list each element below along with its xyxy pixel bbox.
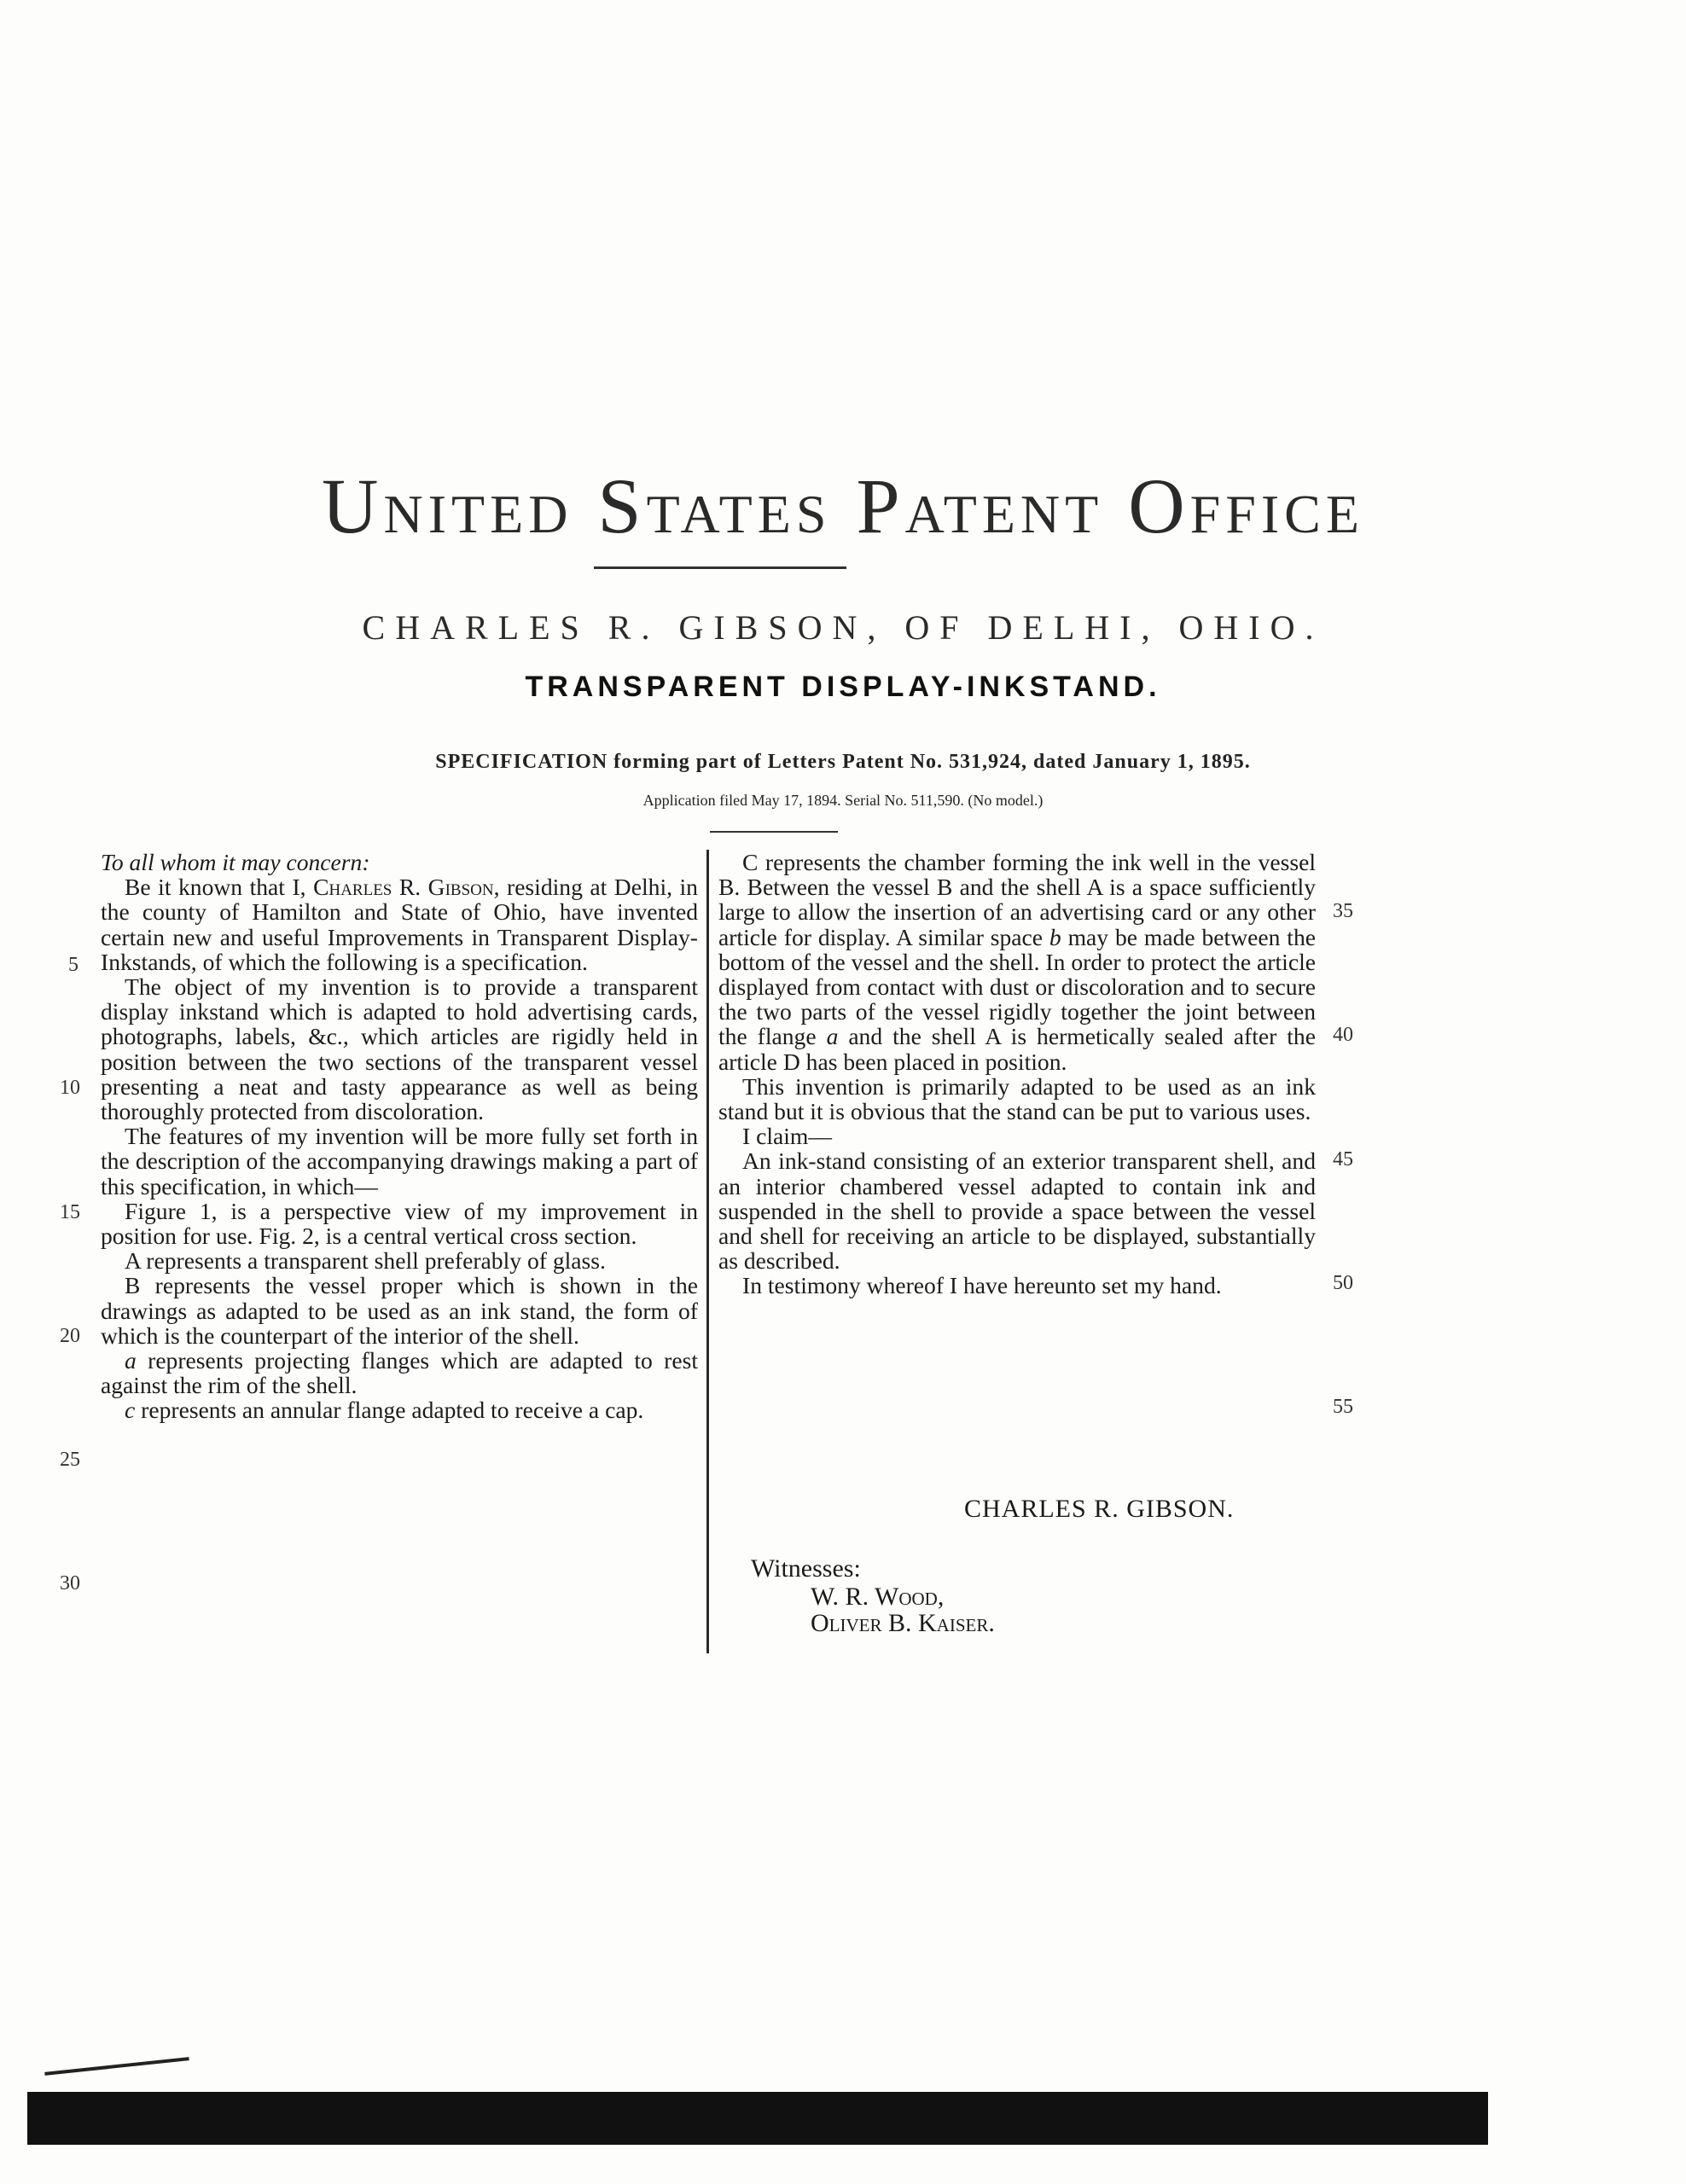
witnesses-label: Witnesses: xyxy=(751,1554,861,1583)
line-number: 35 xyxy=(1333,900,1353,922)
paragraph: C represents the chamber forming the ink well in the vessel B. Between the vessel B and the shell A is a space sufficiently large to allow the insertion of an advertising card or any other article for display. A similar space b may be made between the bottom of the vessel and the shell. In order to protect the article displayed from contact with dust or discoloration and to secure the two parts of the vessel rigidly together the joint between the flange a and the shell A is hermetically sealed after the article D has been placed in position. xyxy=(718,849,1316,1075)
office-title: United States Patent Office xyxy=(322,462,1364,549)
invention-title: TRANSPARENT DISPLAY-INKSTAND. xyxy=(525,671,1161,703)
paragraph: In testimony whereof I have hereunto set my hand. xyxy=(742,1272,1222,1299)
right-column xyxy=(718,850,1316,1298)
line-number: 45 xyxy=(1333,1148,1353,1170)
application-line: Application filed May 17, 1894. Serial No. 511,590. (No model.) xyxy=(642,792,1044,809)
line-number: 20 xyxy=(60,1325,80,1347)
paragraph: Figure 1, is a perspective view of my improvement in position for use. Fig. 2, is a central vertical cross section. xyxy=(101,1197,698,1250)
line-number: 15 xyxy=(60,1201,80,1223)
specification-line: SPECIFICATION forming part of Letters Patent No. 531,924, dated January 1, 1895. xyxy=(435,751,1251,773)
paragraph: This invention is primarily adapted to be used as an ink stand but it is obvious that the stand can be put to various uses. xyxy=(718,1072,1316,1125)
column-divider xyxy=(706,850,709,1653)
inventor-signature: CHARLES R. GIBSON. xyxy=(964,1495,1235,1523)
paragraph: Be it known that I, Charles R. Gibson, residing at Delhi, in the county of Hamilton and State of Ohio, have invented certain new and useful Improvements in Transparent Display-Inkstands, of which the following is a specification. xyxy=(101,874,698,975)
paragraph: The object of my invention is to provide a transparent display inkstand which is adapted to hold advertising cards, photographs, labels, &c., which articles are rigidly held in position between the two sections of the transparent vessel presenting a neat and tasty appearance as well as being thoroughly protected from discoloration. xyxy=(101,973,698,1125)
paragraph: I claim— xyxy=(742,1123,832,1150)
paragraph: c represents an annular flange adapted to receive a cap. xyxy=(125,1397,644,1424)
header-rule xyxy=(710,831,838,833)
line-number: 50 xyxy=(1333,1272,1353,1294)
line-number: 25 xyxy=(60,1449,80,1471)
claim: An ink-stand consisting of an exterior transparent shell, and an interior chambered vessel adapted to contain ink and suspended in the shell to provide a space between the vessel and shell for receiving an article to be displayed, substantially as described. xyxy=(718,1147,1316,1275)
line-number: 10 xyxy=(60,1077,80,1099)
line-number: 5 xyxy=(68,954,78,976)
paragraph: A represents a transparent shell preferably of glass. xyxy=(125,1247,606,1275)
line-number: 30 xyxy=(60,1572,80,1594)
scan-artifact-bar xyxy=(27,2092,1488,2145)
witness-name: Oliver B. Kaiser. xyxy=(811,1609,995,1637)
paragraph: B represents the vessel proper which is shown in the drawings as adapted to be used as an ink stand, the form of which is the counterpart of the interior of the shell. xyxy=(101,1272,698,1349)
left-column xyxy=(101,850,698,1423)
salutation: To all whom it may concern: xyxy=(101,849,370,875)
paragraph: a represents projecting flanges which are adapted to rest against the rim of the shell. xyxy=(101,1347,698,1399)
line-number: 55 xyxy=(1333,1396,1353,1418)
line-number: 40 xyxy=(1333,1024,1353,1046)
witness-name: W. R. Wood, xyxy=(811,1583,945,1611)
paragraph: The features of my invention will be more fully set forth in the description of the accompanying drawings making a part of this specification, in which— xyxy=(101,1123,698,1199)
scan-artifact xyxy=(44,2057,189,2076)
inventor-line: CHARLES R. GIBSON, OF DELHI, OHIO. xyxy=(362,608,1324,647)
title-rule xyxy=(594,566,846,569)
